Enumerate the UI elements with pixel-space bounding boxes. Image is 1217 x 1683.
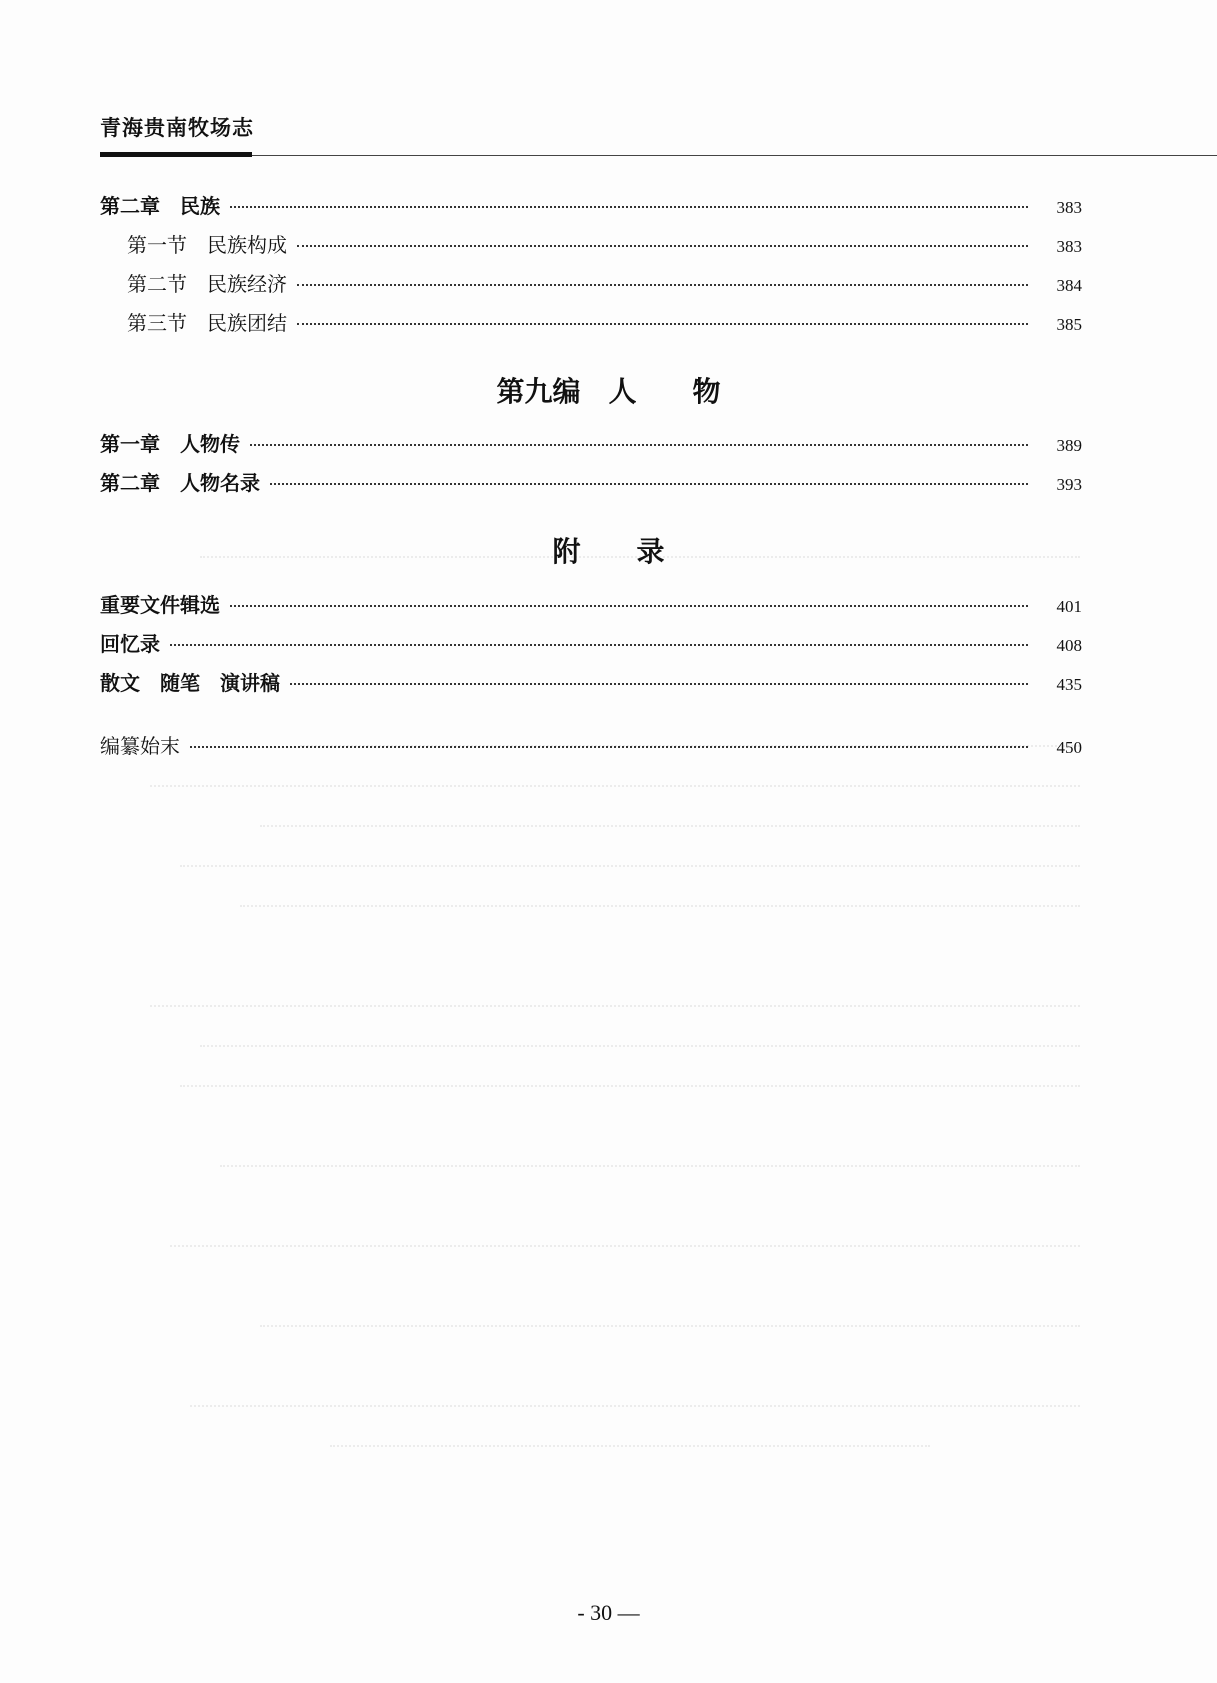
- bleed-through-line: [330, 1445, 930, 1447]
- toc-entry-section[interactable]: [127, 229, 1082, 259]
- header-rule-thin: [252, 155, 1217, 156]
- dot-leader: [230, 206, 1028, 208]
- toc-entry-page: 401: [1056, 597, 1082, 616]
- bleed-through-line: [190, 1405, 1080, 1407]
- toc-entry-page: 385: [1056, 315, 1082, 334]
- bleed-through-line: [240, 905, 1080, 907]
- toc-entry-label: 第三节 民族团结: [127, 311, 287, 335]
- toc-entry-chapter[interactable]: [100, 190, 1082, 220]
- bleed-through-line: [150, 1005, 1080, 1007]
- toc-entry-page: 408: [1056, 636, 1082, 655]
- toc-entry-page: 450: [1056, 738, 1082, 757]
- toc-entry-label: 回忆录: [100, 632, 160, 656]
- bleed-through-line: [220, 1165, 1080, 1167]
- toc-entry-section[interactable]: [127, 268, 1082, 298]
- part-title: 第九编 人 物: [496, 375, 721, 408]
- toc-entry-page: 435: [1056, 675, 1082, 694]
- toc-entry-label: 第一节 民族构成: [127, 233, 287, 257]
- toc-entry-label: 第二节 民族经济: [127, 272, 287, 296]
- toc-entry-section[interactable]: [127, 307, 1082, 337]
- dot-leader: [190, 746, 1028, 748]
- toc-entry-page: 383: [1056, 198, 1082, 217]
- bleed-through-line: [180, 1085, 1080, 1087]
- dot-leader: [270, 483, 1028, 485]
- running-head: 青海贵南牧场志: [100, 115, 254, 140]
- toc-entry-chapter[interactable]: [100, 428, 1082, 458]
- toc-entry-label: 第二章 人物名录: [100, 471, 260, 495]
- toc-entry-chapter[interactable]: [100, 467, 1082, 497]
- toc-entry-page: 389: [1056, 436, 1082, 455]
- dot-leader: [170, 644, 1028, 646]
- dot-leader: [297, 323, 1028, 325]
- toc-entry-label: 重要文件辑选: [100, 593, 220, 617]
- toc-entry-appendix[interactable]: [100, 667, 1082, 697]
- dot-leader: [297, 284, 1028, 286]
- toc-entry-appendix[interactable]: [100, 589, 1082, 619]
- bleed-through-line: [170, 1245, 1080, 1247]
- toc-entry-page: 383: [1056, 237, 1082, 256]
- page-number: - 30 —: [577, 1600, 640, 1625]
- appendix-title: 附 录: [552, 535, 665, 568]
- toc-entry-label: 第一章 人物传: [100, 432, 240, 456]
- dot-leader: [230, 605, 1028, 607]
- bleed-through-line: [200, 1045, 1080, 1047]
- toc-entry-label: 编纂始末: [100, 734, 180, 758]
- toc-entry-appendix[interactable]: [100, 628, 1082, 658]
- toc-entry-label: 散文 随笔 演讲稿: [100, 671, 280, 695]
- bleed-through-line: [180, 865, 1080, 867]
- toc-entry-label: 第二章 民族: [100, 194, 220, 218]
- toc-entry-page: 384: [1056, 276, 1082, 295]
- dot-leader: [297, 245, 1028, 247]
- header-rule-thick: [100, 152, 252, 157]
- dot-leader: [290, 683, 1028, 685]
- bleed-through-line: [260, 825, 1080, 827]
- bleed-through-line: [150, 785, 1080, 787]
- bleed-through-line: [260, 1325, 1080, 1327]
- toc-entry-closing[interactable]: [100, 730, 1082, 760]
- dot-leader: [250, 444, 1028, 446]
- toc-entry-page: 393: [1056, 475, 1082, 494]
